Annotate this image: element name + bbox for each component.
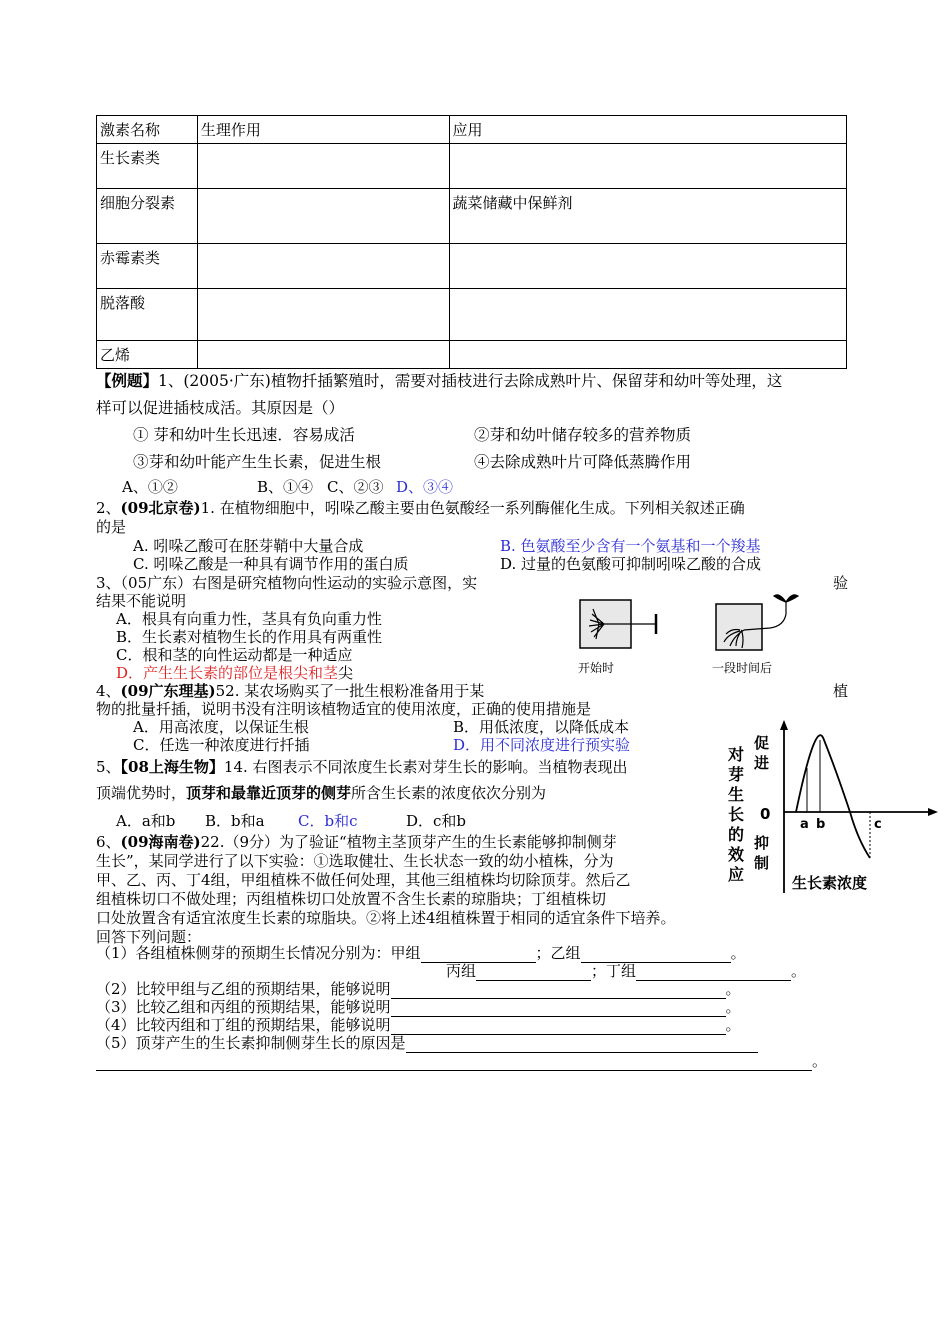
answer-blank-jia[interactable]	[421, 948, 536, 963]
q1-statement-2: ②芽和幼叶储存较多的营养物质	[474, 426, 692, 444]
q6-part1-bing: 丙组	[446, 962, 477, 980]
q6-end-mark: 。	[725, 998, 741, 1016]
hormone-name-cell: 细胞分裂素	[97, 189, 198, 244]
chart-label-inhibit-2: 制	[754, 854, 770, 872]
chart-x-arrow	[928, 808, 938, 816]
q5-option-a: A．a和b	[116, 812, 176, 830]
tropism-figure	[574, 584, 804, 684]
chart-label-promote-1: 促	[754, 734, 770, 752]
q2-option-b: B. 色氨酸至少含有一个氨基和一个羧基	[500, 537, 761, 555]
figure-label-start: 开始时	[578, 661, 615, 675]
q6-line5: 口处放置含有适宜浓度生长素的琼脂块。②将上述4组植株置于相同的适宜条件下培养。	[96, 909, 676, 927]
table-header-row	[97, 116, 847, 144]
q6-part1-row2	[446, 962, 806, 981]
q6-part5-label: （5）顶芽产生的生长素抑制侧芽生长的原因是	[96, 1034, 406, 1052]
application-cell: 蔬菜储藏中保鲜剂	[449, 189, 846, 244]
q5-source: 【08上海生物】	[120, 758, 224, 776]
q4-line1-tail: 植	[833, 682, 849, 700]
q2-stem: 1. 在植物细胞中，吲哚乙酸主要由色氨酸经一系列酶催化生成。下列相关叙述正确	[200, 499, 745, 517]
figure-label-later: 一段时间后	[712, 661, 773, 675]
answer-blank-yi[interactable]	[581, 948, 731, 963]
chart-y-label-char: 对	[728, 745, 745, 764]
chart-point-c: c	[874, 817, 882, 832]
auxin-effect-chart	[712, 718, 942, 898]
application-cell	[449, 289, 846, 341]
q3-line2: 结果不能说明	[96, 592, 187, 610]
q2-option-c: C. 吲哚乙酸是一种具有调节作用的蛋白质	[133, 555, 409, 573]
q3-option-d-tail: 尖	[338, 664, 354, 682]
chart-label-promote-2: 进	[754, 754, 770, 772]
hormone-table	[96, 115, 847, 369]
q5-line2	[96, 782, 546, 803]
answer-blank-bing[interactable]	[476, 966, 591, 981]
q6-part4	[96, 1016, 741, 1035]
q4-option-d: D．用不同浓度进行预实验	[453, 736, 631, 754]
q6-part5	[96, 1034, 758, 1053]
table-header-cell: 生理作用	[197, 116, 449, 144]
q5-option-d: D．c和b	[406, 812, 467, 830]
q1-option-a: A、①②	[122, 478, 178, 496]
q6-part2-label: （2）比较甲组与乙组的预期结果，能够说明	[96, 980, 391, 998]
q6-part1-yi: ；乙组	[535, 944, 581, 962]
q3-line1: 3、（05广东）右图是研究植物向性运动的实验示意图，实	[96, 574, 478, 592]
q5-num: 5、	[96, 758, 121, 776]
effect-cell	[197, 341, 449, 369]
q4-line2: 物的批量扦插，说明书没有注明该植物适宜的使用浓度，正确的使用措施是	[96, 700, 592, 718]
application-cell	[449, 144, 846, 189]
chart-y-label-char: 的	[728, 825, 745, 844]
q1-option-d: D、③④	[396, 478, 454, 496]
q4-option-a: A．用高浓度，以保证生根	[133, 718, 309, 736]
answer-blank-part5-line2[interactable]	[96, 1056, 812, 1071]
q6-part1-ding: ；丁组	[591, 962, 637, 980]
q6-part1	[96, 944, 746, 963]
q6-line6: 回答下列问题：	[96, 928, 202, 946]
q5-line2-a: 顶端优势时，	[96, 784, 187, 802]
q1-statement-1: ① 芽和幼叶生长迅速．容易成活	[133, 426, 355, 444]
answer-blank-part3[interactable]	[391, 1002, 726, 1017]
q1-option-b: B、①④	[257, 478, 314, 496]
q5-line2-c: 所含生长素的浓度依次分别为	[351, 784, 547, 802]
application-cell	[449, 341, 846, 369]
q3-option-c: C．根和茎的向性运动都是一种适应	[116, 646, 353, 664]
q3-option-b: B．生长素对植物生长的作用具有两重性	[116, 628, 383, 646]
chart-y-arrow	[780, 720, 788, 730]
q1-line1	[96, 369, 782, 391]
q1-line2: 样可以促进插枝成活。其原因是（）	[96, 399, 345, 417]
q4-stem: 52. 某农场购买了一批生根粉准备用于某	[215, 682, 485, 700]
chart-zero-label: 0	[760, 805, 771, 823]
q6-source: (09海南卷)	[120, 833, 201, 851]
hormone-name-cell: 赤霉素类	[97, 244, 198, 289]
q2-source: (09北京卷)	[120, 499, 201, 517]
chart-label-inhibit-1: 抑	[754, 834, 770, 852]
q1-tag: 【例题】	[96, 371, 159, 390]
q6-part5-row2	[96, 1052, 827, 1071]
chart-y-label-char: 芽	[728, 765, 745, 784]
table-header-cell: 应用	[449, 116, 846, 144]
chart-y-label-char: 效	[728, 845, 745, 864]
hormone-name-cell: 脱落酸	[97, 289, 198, 341]
hormone-name-cell: 乙烯	[97, 341, 198, 369]
q6-end-mark: 。	[725, 1016, 741, 1034]
table-row	[97, 189, 847, 244]
q2-option-a: A. 吲哚乙酸可在胚芽鞘中大量合成	[133, 537, 364, 555]
q6-part2	[96, 980, 741, 999]
chart-y-label-char: 长	[728, 805, 745, 824]
q4-option-c: C．任选一种浓度进行扦插	[133, 736, 310, 754]
q6-line2: 生长”，某同学进行了以下实验：①选取健壮、生长状态一致的幼小植株，分为	[96, 852, 614, 870]
q4-source: (09广东理基)	[120, 682, 216, 700]
chart-point-b: b	[816, 817, 826, 832]
container-later	[716, 604, 762, 650]
q6-end-mark: 。	[812, 1052, 828, 1070]
q4-option-b: B．用低浓度，以降低成本	[453, 718, 630, 736]
answer-blank-part2[interactable]	[391, 984, 726, 999]
chart-point-a: a	[800, 817, 809, 832]
q1-statement-4: ④去除成熟叶片可降低蒸腾作用	[474, 453, 692, 471]
chart-x-label: 生长素浓度	[792, 874, 868, 892]
q5-line1	[96, 756, 628, 777]
q1-statement-3: ③芽和幼叶能产生生长素，促进生根	[133, 453, 382, 471]
q5-option-c: C．b和c	[298, 812, 358, 830]
q6-part3	[96, 998, 741, 1017]
q6-end-mark: 。	[725, 980, 741, 998]
answer-blank-ding[interactable]	[636, 966, 791, 981]
q2-option-d: D. 过量的色氨酸可抑制吲哚乙酸的合成	[500, 555, 762, 573]
q4-num: 4、	[96, 682, 121, 700]
q6-part3-label: （3）比较乙组和丙组的预期结果，能够说明	[96, 998, 391, 1016]
q1-stem: 1、(2005·广东)植物扦插繁殖时，需要对插枝进行去除成熟叶片、保留芽和幼叶等处理，这	[158, 372, 783, 390]
q2-line2: 的是	[96, 518, 127, 536]
chart-y-label	[727, 745, 744, 884]
q6-end-mark: 。	[791, 962, 807, 980]
q3-option-d-text: D．产生生长素的部位是根尖和茎	[116, 664, 339, 682]
q1-option-c: C、②③	[327, 478, 384, 496]
q2-line1	[96, 497, 745, 518]
answer-blank-part5[interactable]	[406, 1038, 758, 1053]
effect-cell	[197, 289, 449, 341]
effect-cell	[197, 189, 449, 244]
q5-line2-b: 顶芽和最靠近顶芽的侧芽	[186, 784, 352, 802]
q6-num: 6、	[96, 833, 121, 851]
q3-option-a: A．根具有向重力性，茎具有负向重力性	[116, 610, 382, 628]
table-row	[97, 144, 847, 189]
table-row	[97, 341, 847, 369]
q6-end-mark: 。	[730, 944, 746, 962]
effect-cell	[197, 244, 449, 289]
q6-part1-label: （1）各组植株侧芽的预期生长情况分别为：甲组	[96, 944, 421, 962]
effect-cell	[197, 144, 449, 189]
application-cell	[449, 244, 846, 289]
q6-part4-label: （4）比较丙组和丁组的预期结果，能够说明	[96, 1016, 391, 1034]
chart-y-label-char: 应	[728, 865, 745, 884]
q6-line1	[96, 833, 617, 852]
q6-stem: 22.（9分）为了验证“植物主茎顶芽产生的生长素能够抑制侧芽	[200, 833, 617, 851]
table-header-cell: 激素名称	[97, 116, 198, 144]
table-row	[97, 289, 847, 341]
q2-num: 2、	[96, 499, 121, 517]
q6-line4: 组植株切口不做处理；丙组植株切口处放置不含生长素的琼脂块；丁组植株切	[96, 890, 607, 908]
answer-blank-part4[interactable]	[391, 1020, 726, 1035]
q5-stem: 14. 右图表示不同浓度生长素对芽生长的影响。当植物表现出	[223, 758, 628, 776]
chart-y-label-char: 生	[728, 785, 745, 804]
hormone-name-cell: 生长素类	[97, 144, 198, 189]
table-row	[97, 244, 847, 289]
q3-line1-tail: 验	[833, 574, 849, 592]
q5-option-b: B．b和a	[205, 812, 265, 830]
q6-line3: 甲、乙、丙、丁4组，甲组植株不做任何处理，其他三组植株均切除顶芽。然后乙	[96, 871, 631, 889]
